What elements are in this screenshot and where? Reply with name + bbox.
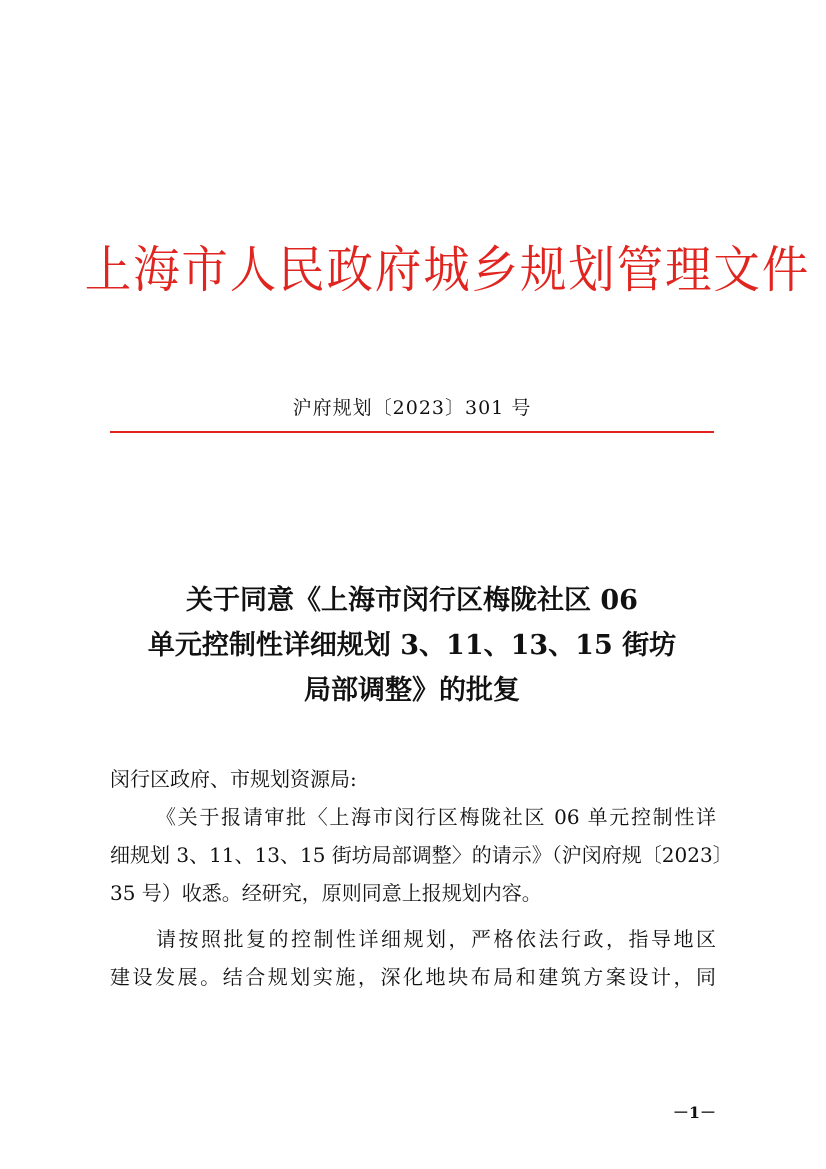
document-body bbox=[110, 760, 733, 996]
recipient-line: 闵行区政府、市规划资源局: bbox=[110, 767, 357, 791]
document-title bbox=[110, 578, 714, 713]
paragraph-line: 请按照批复的控制性详细规划，严格依法行政，指导地区 bbox=[156, 927, 716, 951]
paragraph-line: 建设发展。结合规划实施，深化地块布局和建筑方案设计，同 bbox=[110, 965, 716, 989]
paragraph-line: 《关于报请审批〈上海市闵行区梅陇社区 06 单元控制性详 bbox=[156, 805, 716, 829]
issuer-masthead: 上海市人民政府城乡规划管理文件 bbox=[84, 241, 811, 299]
title-line: 关于同意《上海市闵行区梅陇社区 06 bbox=[186, 585, 638, 616]
title-line: 单元控制性详细规划 3、11、13、15 街坊 bbox=[147, 630, 677, 661]
title-line: 局部调整》的批复 bbox=[304, 675, 520, 706]
document-number: 沪府规划〔2023〕301 号 bbox=[292, 397, 532, 419]
red-divider-line bbox=[110, 431, 714, 433]
page-number: －1－ bbox=[672, 1103, 716, 1122]
paragraph-line: 35 号）收悉。经研究，原则同意上报规划内容。 bbox=[110, 881, 542, 905]
paragraph-line: 细规划 3、11、13、15 街坊局部调整〉的请示》（沪闵府规〔2023〕 bbox=[110, 843, 733, 867]
